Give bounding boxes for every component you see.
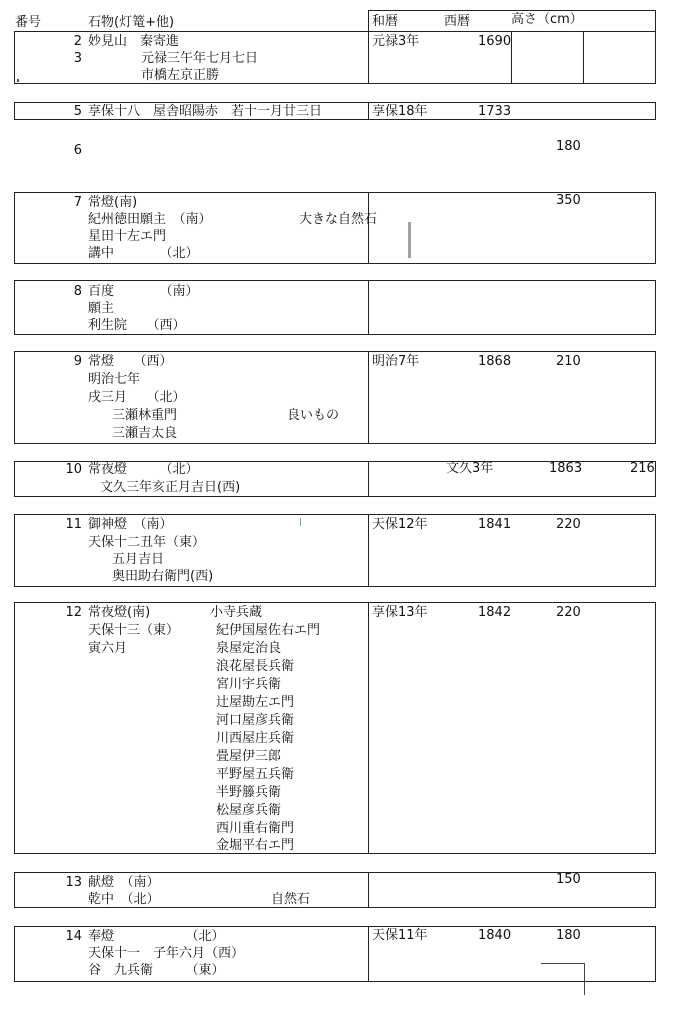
- scan-mark: [17, 79, 19, 82]
- entry-number: 5: [73, 104, 82, 119]
- scan-mark: [584, 963, 585, 995]
- entry-line: 寅六月: [88, 641, 128, 656]
- entry-number: 7: [73, 195, 82, 210]
- entry-line: 常燈(南): [88, 195, 138, 210]
- entry-line: 常燈 （西）: [88, 354, 173, 369]
- entry-number: 2: [73, 34, 82, 49]
- entry-line: 紀州徳田願主 （南）: [88, 212, 212, 227]
- donor-name: 泉屋定治良: [216, 641, 282, 656]
- divider: [368, 461, 369, 497]
- entry-line: 常夜燈(南): [88, 605, 151, 620]
- donor-name: 畳屋伊三郎: [216, 749, 282, 764]
- entry-line: 享保十八 屋舎昭陽赤 若十一月廿三日: [88, 104, 323, 119]
- donor-name: 金堀平右エ門: [216, 838, 295, 853]
- entry-line: 御神燈 （南）: [88, 517, 173, 532]
- entry-height: 350: [556, 193, 581, 208]
- entry-number: 14: [65, 929, 82, 944]
- entry-line: 百度 （南）: [88, 284, 199, 299]
- header-item: 石物(灯篭+他): [88, 15, 175, 30]
- entry-height: 210: [556, 354, 581, 369]
- entry-line: 市橋左京正勝: [141, 68, 220, 83]
- donor-name: 辻屋勘左エ門: [216, 695, 295, 710]
- divider: [511, 31, 512, 84]
- entry-wareki: 元禄3年: [372, 34, 420, 49]
- donor-name: 紀伊国屋佐右エ門: [216, 623, 321, 638]
- entry-line: 乾中 （北）: [88, 892, 160, 907]
- entry-seireki: 1733: [478, 104, 512, 119]
- entry-line: 三瀬吉太良: [112, 426, 178, 441]
- entry-wareki: 天保11年: [372, 928, 428, 943]
- header-wareki: 和暦: [372, 14, 399, 29]
- entry-seireki: 1842: [478, 605, 512, 620]
- entry-height: 216: [630, 461, 655, 476]
- entry-line: 常夜燈 （北）: [88, 462, 199, 477]
- donor-name: 小寺兵蔵: [210, 605, 263, 620]
- entry-line: 奉燈 （北）: [88, 929, 225, 944]
- entry-number: 10: [65, 462, 82, 477]
- entry-line: 明治七年: [88, 372, 141, 387]
- entry-line: 文久三年亥正月吉日(西): [100, 480, 241, 495]
- entry-line: 願主: [88, 301, 115, 316]
- scan-mark: [408, 222, 411, 258]
- entry-wareki: 享保13年: [372, 605, 428, 620]
- donor-name: 川西屋庄兵衛: [216, 731, 295, 746]
- entry-height: 220: [556, 605, 581, 620]
- entry-number: 9: [73, 354, 82, 369]
- entry-height: 150: [556, 872, 581, 887]
- divider: [368, 872, 369, 908]
- divider: [583, 31, 584, 84]
- entry-line: 奥田助右衛門(西): [112, 569, 214, 584]
- entry-wareki: 天保12年: [372, 517, 428, 532]
- entry-line: 利生院 （西）: [88, 318, 186, 333]
- entry-line: 講中 （北）: [88, 246, 199, 261]
- header-number: 番号: [15, 15, 42, 30]
- scan-mark: [541, 963, 585, 964]
- donor-name: 西川重右衛門: [216, 821, 295, 836]
- entry-height: 180: [556, 928, 581, 943]
- entry-number: 6: [73, 143, 82, 158]
- entry-line: 五月吉日: [112, 552, 165, 567]
- entry-line: 天保十三（東）: [88, 623, 180, 638]
- entry-seireki: 1841: [478, 517, 512, 532]
- divider: [368, 602, 369, 854]
- entry-seireki: 1840: [478, 928, 512, 943]
- entry-number: 13: [65, 875, 82, 890]
- donor-name: 半野籐兵衛: [216, 785, 282, 800]
- divider: [368, 31, 369, 84]
- entry-height: 220: [556, 517, 581, 532]
- divider: [368, 514, 369, 587]
- divider: [368, 102, 369, 120]
- entry-wareki: 享保18年: [372, 104, 428, 119]
- entry-line: 戌三月 （北）: [88, 390, 186, 405]
- entry-line: 谷 九兵衛 （東）: [88, 963, 225, 978]
- entry-line: 星田十左エ門: [88, 229, 167, 244]
- donor-name: 浪花屋長兵衛: [216, 659, 295, 674]
- entry-height: 180: [556, 139, 581, 154]
- divider: [368, 926, 369, 982]
- entry-seireki: 1868: [478, 354, 512, 369]
- scan-mark: [300, 518, 301, 526]
- entry-line: 天保十一 子年六月（西）: [88, 946, 245, 961]
- donor-name: 河口屋彦兵衛: [216, 713, 295, 728]
- donor-name: 松屋彦兵衛: [216, 803, 282, 818]
- entry-line: 天保十二丑年（東）: [88, 535, 206, 550]
- entry-line: 献燈 （南）: [88, 875, 160, 890]
- entry-line: 妙見山 秦寄進: [88, 34, 180, 49]
- entry-note: 良いもの: [287, 408, 340, 423]
- entry-number: 11: [65, 517, 82, 532]
- entry-note: 自然石: [271, 892, 311, 907]
- donor-name: 宮川宇兵衛: [216, 677, 282, 692]
- entry-number: 3: [73, 51, 82, 66]
- entry-wareki: 文久3年: [446, 461, 494, 476]
- entry-number: 12: [65, 605, 82, 620]
- entry-line: 元禄三午年七月七日: [141, 51, 259, 66]
- header-seireki: 西暦: [444, 14, 471, 29]
- divider: [368, 351, 369, 444]
- divider: [368, 280, 369, 335]
- entry-note: 大きな自然石: [299, 212, 378, 227]
- entry-wareki: 明治7年: [372, 354, 420, 369]
- entry-line: 三瀬林重門: [112, 408, 178, 423]
- entry-number: 8: [73, 284, 82, 299]
- entry-seireki: 1863: [549, 461, 583, 476]
- donor-name: 平野屋五兵衛: [216, 767, 295, 782]
- header-height: 高さ（cm）: [511, 12, 583, 27]
- entry-seireki: 1690: [478, 34, 512, 49]
